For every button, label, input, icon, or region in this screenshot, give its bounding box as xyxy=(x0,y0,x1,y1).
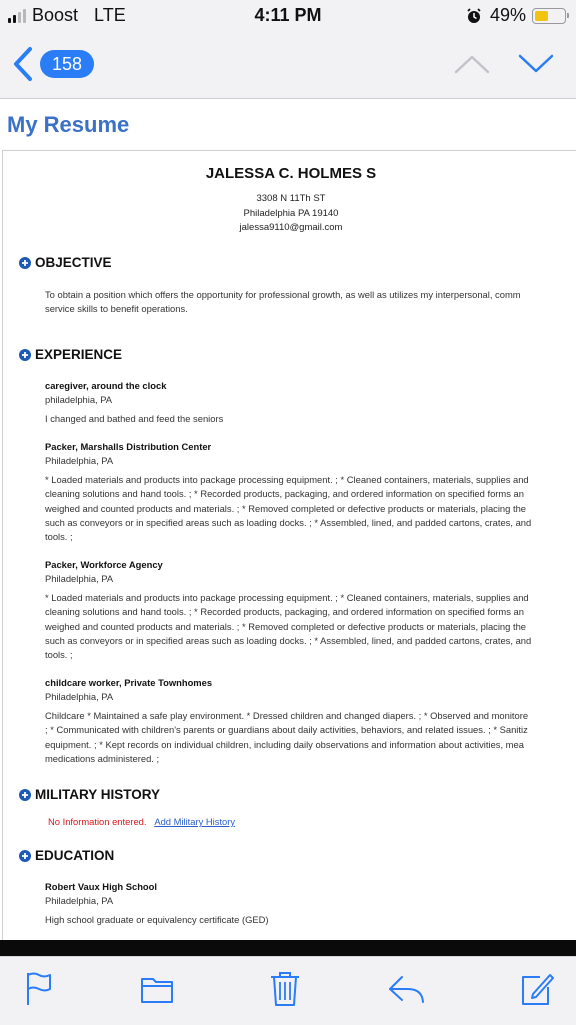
job-title: Packer, Marshalls Distribution Center xyxy=(45,441,212,452)
job-entry xyxy=(45,676,576,766)
objective-line: To obtain a position which offers the opportunity for professional growth, as well as utilizes my interpersonal, comm xyxy=(45,289,521,300)
carrier-label: Boost xyxy=(32,5,79,25)
no-info-text: No Information entered. xyxy=(48,816,147,827)
objective-heading[interactable] xyxy=(19,255,112,270)
back-chevron-icon[interactable] xyxy=(10,46,36,82)
education-heading-label: EDUCATION xyxy=(35,848,115,863)
military-status xyxy=(48,815,576,829)
message-count-badge[interactable]: 158 xyxy=(40,50,94,78)
job-entry xyxy=(45,558,576,663)
next-message-chevron-down-icon[interactable] xyxy=(516,52,556,76)
email-subject: My Resume xyxy=(7,112,130,137)
education-heading[interactable] xyxy=(19,848,114,863)
job-description-line: such as conveyors or in specified areas such as loading docks. ; * Assembled, lined, and padded cartons, crates, and xyxy=(45,517,532,529)
job-location: Philadelphia, PA xyxy=(45,573,114,585)
job-description-line: * Loaded materials and products into package processing equipment. ; * Cleaned containers, materials, supplies and xyxy=(45,591,529,603)
status-right xyxy=(466,5,566,26)
content-bottom-edge xyxy=(0,940,576,956)
objective-text xyxy=(45,288,576,317)
job-description-line: tools. ; xyxy=(45,531,73,543)
job-entry xyxy=(45,440,576,545)
job-description-line: equipment. ; * Kept records on individual children, including daily observations and information about activities, mea xyxy=(45,738,524,750)
compose-icon[interactable] xyxy=(520,969,554,1007)
job-description-line: weighed and counted products and materials. ; * Removed completed or defective products or materials, placing the xyxy=(45,620,526,632)
military-heading-label: MILITARY HISTORY xyxy=(35,787,161,802)
objective-line: service skills to benefit operations. xyxy=(45,303,188,315)
expand-plus-icon xyxy=(19,257,31,269)
job-description-line: cleaning solutions and hand tools. ; * Recorded products, packaging, and ordered information on specified forms an xyxy=(45,488,524,500)
expand-plus-icon xyxy=(19,789,31,801)
resume-document xyxy=(2,150,576,941)
job-description-line: * Loaded materials and products into package processing equipment. ; * Cleaned containers, materials, supplies and xyxy=(45,473,529,485)
job-description-line: I changed and bathed and feed the seniors xyxy=(45,412,224,424)
resume-name: JALESSA C. HOLMES S xyxy=(205,165,377,182)
address-line-2: Philadelphia PA 19140 xyxy=(243,208,339,219)
expand-plus-icon xyxy=(19,850,31,862)
military-history-heading[interactable] xyxy=(19,787,160,802)
folder-icon[interactable] xyxy=(140,969,174,1007)
job-description-line: Childcare * Maintained a safe play environment. * Dressed children and changed diapers. ; * Observed and monitore xyxy=(45,709,529,721)
expand-plus-icon xyxy=(19,349,31,361)
status-time: 4:11 PM xyxy=(254,5,322,25)
job-location: Philadelphia, PA xyxy=(45,455,114,467)
job-description-line: such as conveyors or in specified areas such as loading docks. ; * Assembled, lined, and padded cartons, crates, and xyxy=(45,635,532,647)
network-label: LTE xyxy=(94,5,126,25)
email-address: jalessa9110@gmail.com xyxy=(239,222,343,233)
job-description-line: tools. ; xyxy=(45,649,73,661)
degree: High school graduate or equivalency certificate (GED) xyxy=(45,913,269,925)
school-name: Robert Vaux High School xyxy=(45,881,157,892)
alarm-icon xyxy=(466,8,482,24)
address-line-1: 3308 N 11Th ST xyxy=(256,193,326,204)
flag-icon[interactable] xyxy=(22,969,56,1007)
job-title: Packer, Workforce Agency xyxy=(45,559,163,570)
job-description-line: cleaning solutions and hand tools. ; * Recorded products, packaging, and ordered information on specified forms an xyxy=(45,606,524,618)
job-location: philadelphia, PA xyxy=(45,394,113,406)
job-description-line: medications administered. ; xyxy=(45,753,160,765)
education-entry xyxy=(45,880,576,927)
experience-heading[interactable] xyxy=(19,347,122,362)
battery-fill xyxy=(535,11,548,21)
battery-percent: 49% xyxy=(489,5,526,25)
previous-message-chevron-up-icon[interactable] xyxy=(452,52,492,76)
battery-icon xyxy=(532,8,566,24)
mail-nav-bar xyxy=(0,32,576,99)
job-entry xyxy=(45,379,576,426)
add-military-history-link[interactable]: Add Military History xyxy=(154,816,236,827)
mail-toolbar xyxy=(0,956,576,1025)
status-bar xyxy=(0,0,576,32)
job-description-line: weighed and counted products and materials. ; * Removed completed or defective products or materials, placing the xyxy=(45,502,526,514)
job-title: caregiver, around the clock xyxy=(45,380,167,391)
job-title: childcare worker, Private Townhomes xyxy=(45,677,213,688)
job-description-line: ; * Communicated with children's parents or guardians about daily activities, behaviors, and related issues. ; * Sanitiz xyxy=(45,724,528,736)
trash-icon[interactable] xyxy=(268,969,302,1007)
school-location: Philadelphia, PA xyxy=(45,895,114,907)
job-location: Philadelphia, PA xyxy=(45,691,114,703)
experience-heading-label: EXPERIENCE xyxy=(35,347,123,362)
reply-icon[interactable] xyxy=(386,969,426,1007)
objective-heading-label: OBJECTIVE xyxy=(35,255,112,270)
